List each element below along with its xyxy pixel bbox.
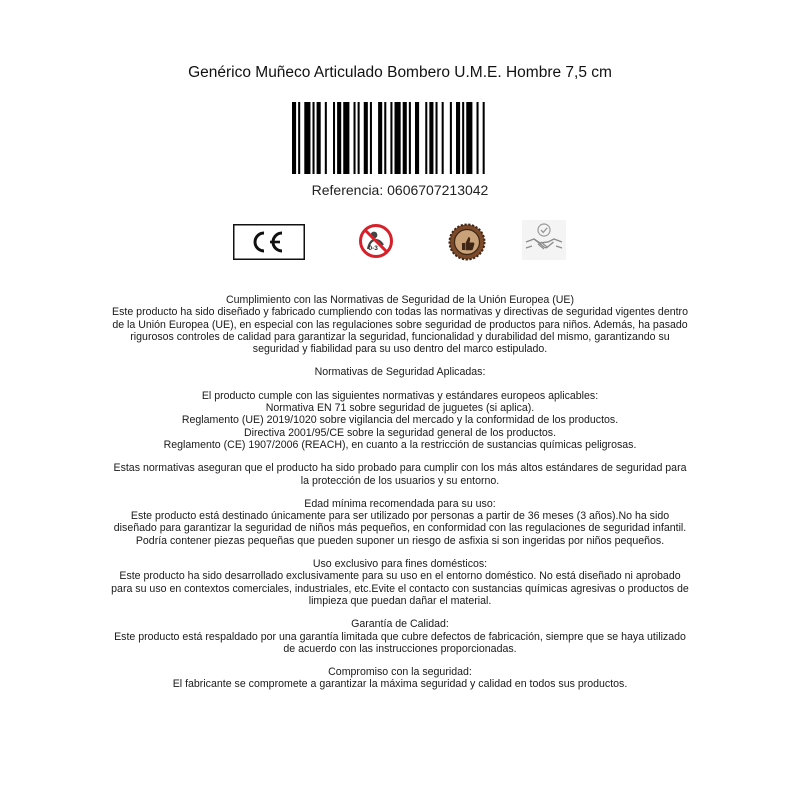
barcode-bar — [333, 102, 335, 174]
barcode-bar — [364, 102, 368, 174]
barcode-bar — [370, 102, 372, 174]
barcode-bar — [436, 102, 438, 174]
barcode-bar — [317, 102, 321, 174]
barcode-bar — [337, 102, 341, 174]
barcode-bar — [354, 102, 356, 174]
barcode-bar — [358, 102, 360, 174]
barcode-bar — [409, 102, 411, 174]
section-closing: Estas normativas aseguran que el producto ha sido probado para cumplir con los más altos estándares de seguridad para la protección de los usuarios y su entorno. — [113, 462, 687, 487]
section-body: Este producto está destinado únicamente para ser utilizado por personas a partir de 36 meses (3 años).No ha sido diseñado para garantizar la seguridad de niños más pequeños, en conformidad con las regulaciones de seguridad infantil. Podría contener piezas pequeñas que pueden suponer un riesgo de asfixia si son ingeridas por niños pequeños. — [113, 510, 687, 547]
section-minimum-age — [110, 498, 690, 547]
barcode-bar — [425, 102, 427, 174]
barcode-bar — [343, 102, 349, 174]
section-intro: El producto cumple con las siguientes normativas y estándares europeos aplicables: — [201, 389, 599, 402]
section-safety-commitment — [110, 666, 690, 691]
barcode-bar — [378, 102, 382, 174]
section-heading: Normativas de Seguridad Aplicadas: — [314, 366, 486, 379]
barcode-bar — [304, 102, 310, 174]
barcode-bar — [395, 102, 401, 174]
barcode-bar — [456, 102, 460, 174]
barcode-bar — [384, 102, 386, 174]
regulation-item: Reglamento (CE) 1907/2006 (REACH), en cuanto a la restricción de sustancias químicas peligrosas. — [163, 438, 637, 451]
section-body: Este producto ha sido diseñado y fabricado cumpliendo con todas las normativas y directivas de seguridad vigentes dentro de la Unión Europea (UE), en especial con las regulaciones sobre seguridad de productos para niños. Además, ha pasado rigurosos controles de calidad para garantizar la seguridad, funcionalidad y durabilidad del mismo, garantizando su seguridad y fiabilidad para su uso dentro del marco estipulado. — [112, 306, 688, 356]
barcode-bar — [325, 102, 327, 174]
barcode-bar — [429, 102, 433, 174]
barcode-bar — [415, 102, 419, 174]
barcode-bar — [466, 102, 472, 174]
barcode-bar — [477, 102, 479, 174]
barcode-bar — [450, 102, 452, 174]
section-heading: Cumplimiento con las Normativas de Seguridad de la Unión Europea (UE) — [225, 294, 574, 306]
section-domestic-use — [110, 558, 690, 607]
section-body: El fabricante se compromete a garantizar la máxima seguridad y calidad en todos sus productos. — [172, 678, 628, 691]
section-body: Este producto está respaldado por una garantía limitada que cubre defectos de fabricación, siempre que se haya utilizado de acuerdo con las instrucciones proporcionadas. — [114, 630, 686, 655]
barcode-bar — [442, 102, 444, 174]
barcode-bar — [298, 102, 300, 174]
barcode-graphic — [291, 102, 509, 174]
compliance-text — [110, 294, 690, 702]
section-heading: Garantía de Calidad: — [351, 618, 449, 631]
section-body: Este producto ha sido desarrollado exclusivamente para su uso en el entorno doméstico. No está diseñado ni aprobado para su uso en contextos comerciales, industriales, etc.Evite el contacto con sustancias químicas agresivas o productos de limpieza que puedan dañar el material. — [111, 570, 689, 607]
section-heading: Edad mínima recomendada para su uso: — [304, 497, 496, 510]
regulation-item: Normativa EN 71 sobre seguridad de juguetes (si aplica). — [265, 402, 535, 415]
barcode-bar — [313, 102, 315, 174]
regulation-item: Directiva 2001/95/CE sobre la seguridad general de los productos. — [243, 426, 557, 439]
section-quality-warranty — [110, 618, 690, 655]
section-heading: Compromiso con la seguridad: — [328, 666, 472, 679]
section-heading: Uso exclusivo para fines domésticos: — [312, 558, 488, 571]
barcode-bar — [390, 102, 392, 174]
ce-label: CE — [269, 258, 271, 259]
barcode-bar — [483, 102, 485, 174]
regulation-item: Reglamento (UE) 2019/1020 sobre vigilancia del mercado y la conformidad de los productos. — [181, 414, 619, 427]
barcode-bar — [403, 102, 407, 174]
barcode-bar — [292, 102, 296, 174]
quality-seal-icon — [448, 223, 486, 261]
ce-mark-icon — [233, 224, 305, 260]
barcode-bar — [462, 102, 464, 174]
handshake-check-icon — [522, 220, 566, 260]
age-badge-label: 0-3 — [368, 245, 378, 252]
product-title: Genérico Muñeco Articulado Bombero U.M.E. Hombre 7,5 cm — [188, 64, 612, 81]
section-applied-regulations — [110, 366, 690, 486]
reference-code: Referencia: 0606707213042 — [311, 182, 489, 198]
not-suitable-0-3-icon — [358, 223, 394, 259]
barcode — [291, 102, 509, 174]
section-eu-compliance — [110, 294, 690, 355]
